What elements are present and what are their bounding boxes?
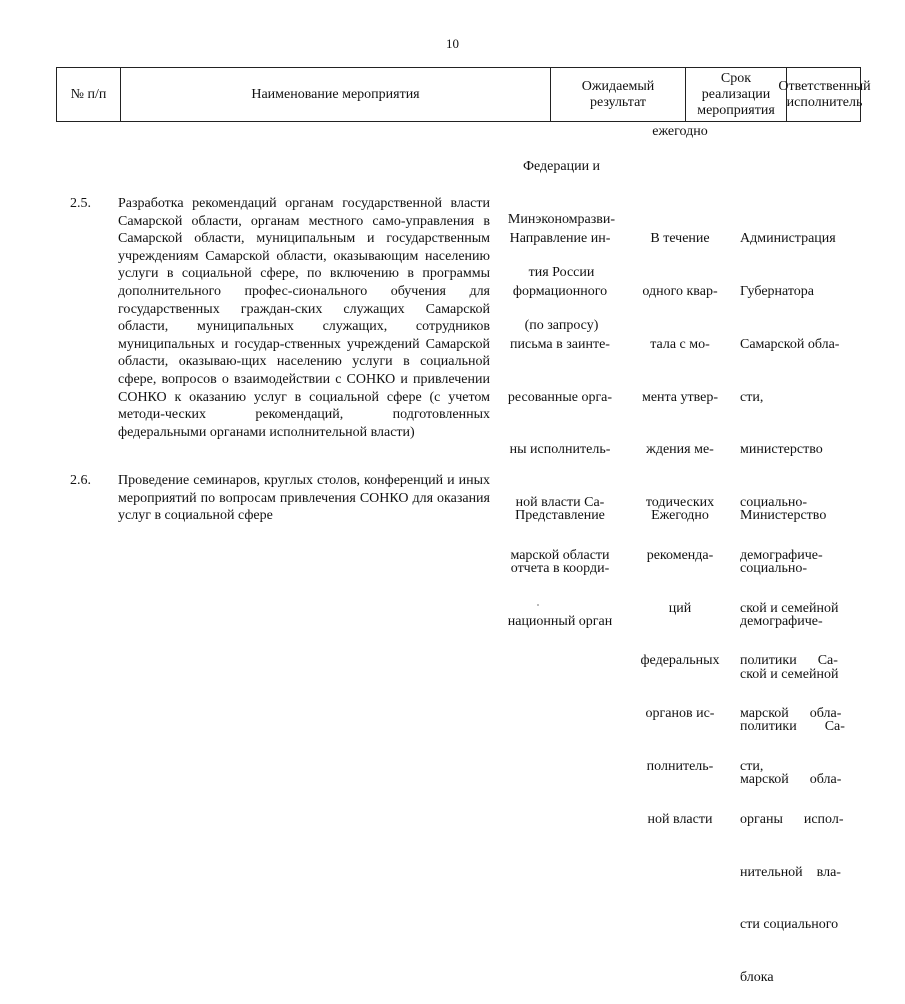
text-line: ций (668, 600, 692, 616)
text-line: ресованные орга- (507, 389, 613, 405)
text-line: отчета в коорди- (510, 560, 610, 576)
text-line: формационного (512, 283, 608, 299)
text-line: марской области (510, 547, 610, 563)
header-col-name: Наименование мероприятия (121, 68, 551, 121)
text-line: Администрация (740, 231, 836, 247)
text-line: ной власти (647, 811, 713, 827)
row-number: 2.6. (70, 473, 91, 488)
page-number: 10 (446, 36, 459, 51)
text-line: марской обла- (740, 706, 842, 722)
text-line: демографиче- (740, 613, 823, 629)
row-event-name: Разработка рекомендаций органам государственной власти Самарской области, органам местного само-управления в Самарской области, муниципальным и государственным учреждениям Самарской области, оказывающим населению услуги в социальной сфере, по включению в программы дополнительного профес-сионального обучения для государственных граждан-ских служащих Самарской области, муниципальных служащих, сотрудников муниципальных и государ-ственных учреждений Самарской области, оказываю-щих населению услуги в социальной сфере, вопросов о взаимодействии с СОНКО и привлечении СОНКО к оказанию услуг в социальной сфере (с учетом методи-ческих рекомендаций, подготовленных федеральными органами исполнительной власти) (118, 196, 490, 440)
text-line: одного квар- (642, 283, 718, 299)
text-line: Губернатора (740, 283, 815, 299)
text-line: Федерации и (522, 159, 601, 175)
text-line: Министерство (740, 508, 827, 524)
text-line: полнитель- (646, 759, 714, 774)
row-executor (740, 472, 855, 806)
text-line: Ежегодно (651, 508, 709, 524)
text-line: Представление (515, 508, 605, 524)
scan-speck (537, 604, 539, 606)
text-line: ждения ме- (646, 442, 714, 458)
text-line: ны исполнитель- (509, 442, 611, 458)
row-event-name: Проведение семинаров, круглых столов, конференций и иных мероприятий по вопросам привлечения СОНКО для оказания услуг в социальной сфере (118, 473, 490, 524)
text-line: Самарской обла- (740, 336, 840, 352)
text-line: социально- (740, 560, 808, 576)
row-result (496, 472, 624, 648)
text-line: письма в заинте- (510, 336, 610, 352)
text-line: нительной вла- (740, 864, 841, 880)
row-number: 2.5. (70, 196, 91, 211)
text-line: тодических (645, 495, 715, 511)
text-line: мента утвер- (641, 389, 719, 405)
text-line: министерство (740, 442, 823, 458)
text-line: ской и семейной (740, 600, 839, 616)
text-line: политики Са- (740, 719, 845, 735)
text-line: социально- (740, 495, 808, 511)
text-line: ской и семейной (740, 666, 839, 682)
header-col-executor: Ответственный исполнитель (778, 78, 871, 110)
text-line: В течение (650, 231, 710, 247)
text-line: федеральных (640, 653, 720, 669)
text-line: национный орган (507, 613, 613, 629)
text-line: органов ис- (645, 706, 715, 722)
text-line: сти, (740, 759, 764, 774)
table-header (56, 67, 871, 122)
text-line: политики Са- (740, 653, 838, 669)
text-line: Направление ин- (509, 231, 611, 247)
header-col-result: Ожидаемый результат (551, 68, 686, 121)
text-line: Минэкономразви- (507, 211, 616, 227)
continuation-deadline: ежегодно (652, 124, 708, 139)
text-line: сти социального (740, 917, 839, 933)
row-deadline (630, 472, 730, 542)
text-line: блока (740, 970, 774, 986)
text-line: тала с мо- (650, 336, 710, 352)
text-line: рекоменда- (646, 547, 714, 563)
text-line: органы испол- (740, 811, 844, 827)
text-line: (по запросу) (524, 317, 599, 333)
header-col-deadline: Срок реализации мероприятия (686, 68, 787, 121)
text-line: демографиче- (740, 547, 823, 563)
text-line: ной власти Са- (515, 495, 605, 511)
text-line: тия России (528, 264, 595, 280)
text-line: марской обла- (740, 772, 842, 788)
header-col-number: № п/п (57, 68, 121, 121)
text-line: сти, (740, 389, 764, 405)
